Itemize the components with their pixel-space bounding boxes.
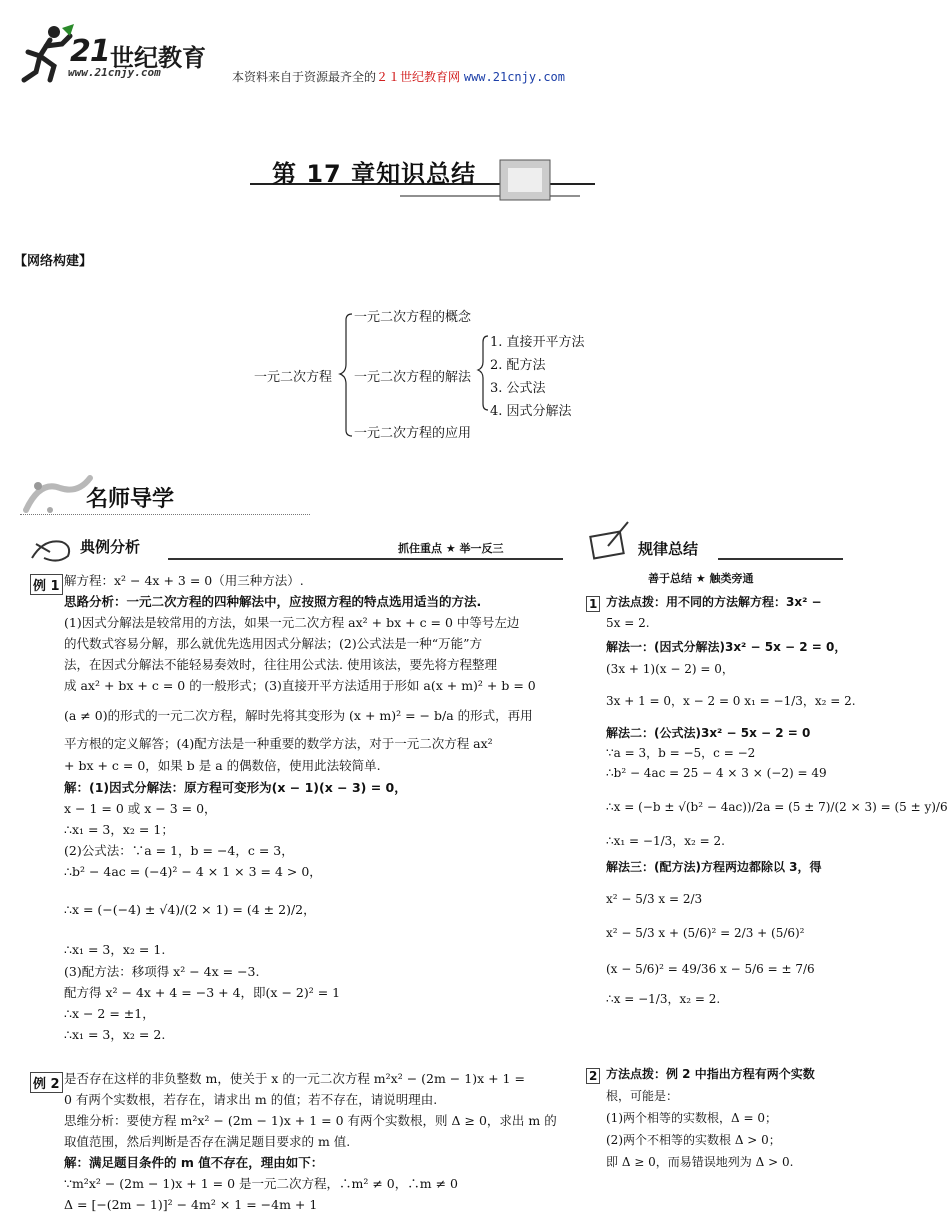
tip1-line: 解法二：(公式法)3x² − 5x − 2 = 0 [606, 726, 811, 740]
ex1-line: (3)配方法：移项得 x² − 4x = −3. [64, 964, 260, 979]
ex1-line: 平方根的定义解答；(4)配方法是一种重要的数学方法，对于一元二次方程 ax² [64, 736, 493, 751]
right-motto: 善于总结 ★ 触类旁通 [648, 572, 754, 585]
tree-branch-concept: 一元二次方程的概念 [354, 310, 472, 325]
ex1-line: ∴x₁ = 3，x₂ = 2. [64, 1027, 166, 1042]
ex1-line: (2)公式法：∵a = 1，b = −4，c = 3， [64, 843, 294, 858]
example-1 [64, 574, 564, 1049]
left-heading-rule [168, 558, 563, 560]
ex2-line: 是否存在这样的非负整数 m，使关于 x 的一元二次方程 m²x² − (2m − 1)x + 1 = [64, 1071, 525, 1086]
left-heading-bar [28, 532, 568, 566]
banner-title: 名师导学 [86, 487, 175, 512]
page-title: 第 17 章知识总结 [272, 160, 477, 188]
tree-method-4: 4. 因式分解法 [490, 404, 572, 419]
ex1-line: 成 ax² + bx + c = 0 的一般形式；(3)直接开平方法适用于形如 a(x + m)² + b = 0 [64, 678, 536, 693]
tree-method-1: 1. 直接开平方法 [490, 335, 585, 350]
tip1-line: 解法三：(配方法)方程两边都除以 3，得 [606, 860, 822, 874]
tip1-line: ∴b² − 4ac = 25 − 4 × 3 × (−2) = 49 [606, 766, 827, 780]
ex1-line: 的代数式容易分解，那么就优先选用因式分解法；(2)公式法是一种“万能”方 [64, 636, 482, 651]
teacher-banner [20, 470, 350, 520]
source-note [232, 68, 565, 85]
title-frame [250, 150, 600, 206]
left-heading: 典例分析 [80, 538, 141, 556]
left-motto: 抓住重点 ★ 举一反三 [398, 542, 504, 555]
tip2-line: 方法点拨：例 2 中指出方程有两个实数 [606, 1067, 815, 1081]
ex1-line: ∴x = (−(−4) ± √4)/(2 × 1) = (4 ± 2)/2， [64, 902, 316, 917]
tip-1 [606, 595, 948, 1013]
tip1-line: ∴x₁ = −1/3，x₂ = 2. [606, 834, 725, 848]
tree-method-3: 3. 公式法 [490, 381, 546, 396]
tip2-line: 即 Δ ≥ 0，而易错误地列为 Δ > 0. [606, 1155, 794, 1169]
right-heading-bar [588, 520, 853, 590]
tip1-line: ∵a = 3，b = −5，c = −2 [606, 746, 756, 760]
example-1-label: 例 1 [30, 574, 63, 595]
tip2-line: 根，可能是： [606, 1089, 679, 1103]
right-heading-rule [718, 558, 843, 560]
ex1-line: 思路分析：一元二次方程的四种解法中，应按照方程的特点选用适当的方法. [64, 594, 482, 609]
tip1-line: (x − 5/6)² = 49/36 x − 5/6 = ± 7/6 [606, 962, 815, 976]
ex2-line: Δ = [−(2m − 1)]² − 4m² × 1 = −4m + 1 [64, 1197, 318, 1212]
tip2-line: (2)两个不相等的实数根 Δ > 0； [606, 1133, 781, 1147]
source-site-link[interactable]: ２１世纪教育网 [376, 70, 461, 84]
ex1-line: x − 1 = 0 或 x − 3 = 0， [64, 801, 217, 816]
logo-text: 世纪教育 [110, 44, 206, 72]
tip-2 [606, 1068, 852, 1178]
pen-icon [28, 534, 76, 564]
logo-number: 21 [70, 34, 110, 69]
ex1-line: 解：(1)因式分解法：原方程可变形为(x − 1)(x − 3) = 0， [64, 780, 407, 795]
tip1-line: 5x = 2. [606, 616, 650, 630]
tip2-line: (1)两个相等的实数根，Δ = 0； [606, 1111, 777, 1125]
ex1-line: + bx + c = 0，如果 b 是 a 的偶数倍，使用此法较简单. [64, 758, 381, 773]
ex2-line: 思维分析：要使方程 m²x² − (2m − 1)x + 1 = 0 有两个实数根，则 Δ ≥ 0，求出 m 的 [64, 1113, 557, 1128]
ex1-line: ∴x₁ = 3，x₂ = 1； [64, 822, 174, 837]
ex2-line: 取值范围，然后判断是否存在满足题目要求的 m 值. [64, 1134, 351, 1149]
ex1-line: ∴x − 2 = ±1， [64, 1006, 155, 1021]
tip1-line: x² − 5/3 x = 2/3 [606, 892, 703, 906]
tip1-line: (3x + 1)(x − 2) = 0， [606, 662, 734, 676]
notebook-pen-icon [588, 520, 632, 560]
ex1-line: (1)因式分解法是较常用的方法，如果一元二次方程 ax² + bx + c = 0 中等号左边 [64, 615, 520, 630]
concept-tree [250, 306, 650, 446]
source-prefix: 本资料来自于资源最齐全的 [232, 70, 377, 84]
tree-branch-application: 一元二次方程的应用 [354, 426, 472, 441]
banner-underline [20, 514, 310, 515]
ex1-line: 配方得 x² − 4x + 4 = −3 + 4，即(x − 2)² = 1 [64, 985, 341, 1000]
ex1-line: (a ≠ 0)的形式的一元二次方程，解时先将其变形为 (x + m)² = − b/a 的形式，再用 [64, 708, 533, 723]
tip1-line: 解法一：(因式分解法)3x² − 5x − 2 = 0， [606, 640, 847, 654]
tree-branch-methods: 一元二次方程的解法 [354, 370, 472, 385]
tip1-line: ∴x = (−b ± √(b² − 4ac))/2a = (5 ± 7)/(2 × 3) = (5 ± y)/6 [606, 800, 948, 814]
site-logo[interactable] [10, 22, 210, 84]
ex2-line: 解：满足题目条件的 m 值不存在，理由如下： [64, 1155, 324, 1170]
ex2-line: ∵m²x² − (2m − 1)x + 1 = 0 是一元二次方程，∴m² ≠ 0，∴m ≠ 0 [64, 1176, 458, 1191]
source-url-link[interactable]: www.21cnjy.com [463, 70, 566, 84]
tip-1-number: 1 [586, 596, 600, 612]
tree-method-2: 2. 配方法 [490, 358, 546, 373]
ex1-line: 法，在因式分解法不能轻易奏效时，往往用公式法. 使用该法，要先将方程整理 [64, 657, 497, 672]
network-heading: 【网络构建】 [14, 254, 93, 269]
tip1-line: 方法点拨：用不同的方法解方程：3x² − [606, 595, 822, 609]
example-2 [64, 1072, 564, 1212]
tree-root: 一元二次方程 [254, 370, 333, 385]
ex1-line: ∴x₁ = 3，x₂ = 1. [64, 942, 166, 957]
ex1-line: 解方程：x² − 4x + 3 = 0（用三种方法）. [64, 573, 304, 588]
ex2-line: 0 有两个实数根，若存在，请求出 m 的值；若不存在，请说明理由. [64, 1092, 438, 1107]
example-2-label: 例 2 [30, 1072, 63, 1093]
logo-url: www.21cnjy.com [68, 66, 161, 79]
tip1-line: 3x + 1 = 0，x − 2 = 0 x₁ = −1/3，x₂ = 2. [606, 694, 856, 708]
tip1-line: ∴x = −1/3，x₂ = 2. [606, 992, 721, 1006]
tip-2-number: 2 [586, 1068, 600, 1084]
right-heading: 规律总结 [638, 540, 699, 558]
tip1-line: x² − 5/3 x + (5/6)² = 2/3 + (5/6)² [606, 926, 805, 940]
ex1-line: ∴b² − 4ac = (−4)² − 4 × 1 × 3 = 4 > 0， [64, 864, 322, 879]
